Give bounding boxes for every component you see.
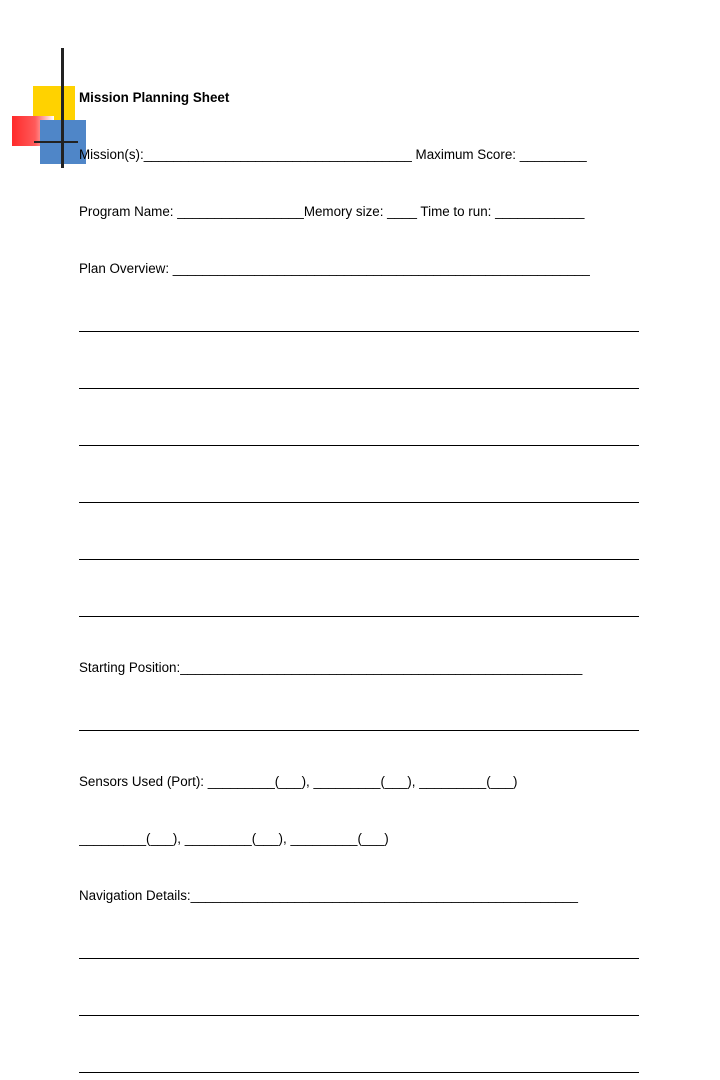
blank-rule (79, 601, 654, 620)
blank-rule (79, 1057, 654, 1076)
blank-rule (79, 373, 654, 392)
mission-planning-sheet (79, 50, 654, 1080)
navigation-details-line: Navigation Details:____________________________________________________ (79, 888, 578, 903)
blank-rule (79, 316, 654, 335)
blank-rule (79, 430, 654, 449)
program-line: Program Name: _________________Memory size: ____ Time to run: ____________ (79, 204, 585, 219)
blank-rule (79, 1000, 654, 1019)
blank-rule (79, 544, 654, 563)
sheet-title: Mission Planning Sheet (79, 90, 230, 105)
blank-rule (79, 715, 654, 734)
mission-line: Mission(s):____________________________________ Maximum Score: _________ (79, 147, 587, 162)
blank-rule (79, 943, 654, 962)
sensors-line-1: Sensors Used (Port): _________(___), _________(___), _________(___) (79, 774, 518, 789)
decorative-vertical-line (61, 48, 64, 168)
sensors-line-2: _________(___), _________(___), _________(___) (79, 831, 389, 846)
blank-rule (79, 487, 654, 506)
plan-overview-line: Plan Overview: ________________________________________________________ (79, 261, 590, 276)
decorative-horizontal-line (34, 141, 78, 143)
starting-position-line: Starting Position:______________________________________________________ (79, 660, 583, 675)
